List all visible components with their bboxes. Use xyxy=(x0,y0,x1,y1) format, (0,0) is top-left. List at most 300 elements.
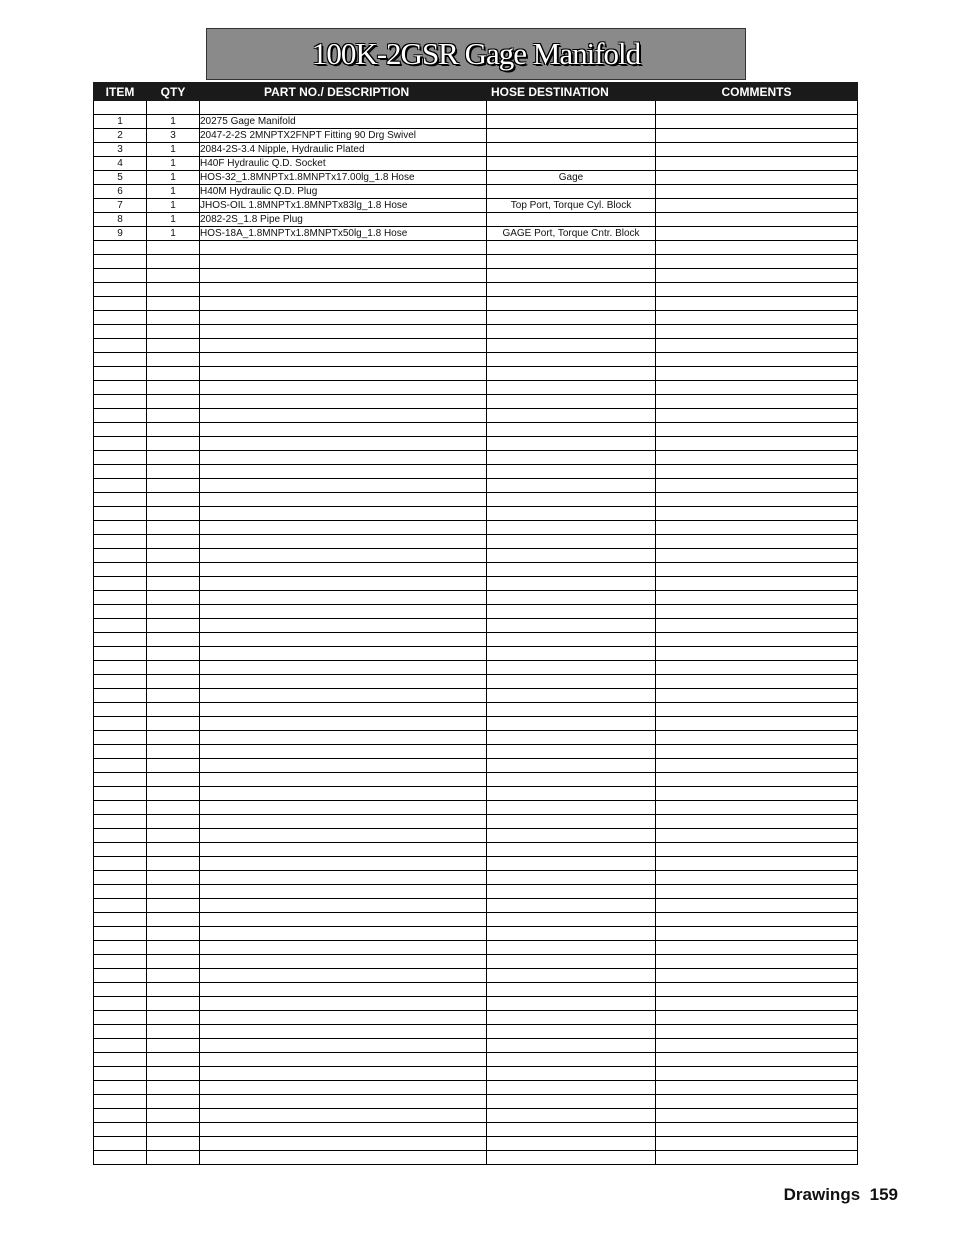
table-cell xyxy=(656,885,858,899)
table-cell xyxy=(94,745,147,759)
table-cell xyxy=(200,619,487,633)
table-cell xyxy=(656,395,858,409)
table-cell xyxy=(94,843,147,857)
table-cell xyxy=(94,1039,147,1053)
table-cell xyxy=(94,1137,147,1151)
table-cell xyxy=(487,1039,656,1053)
table-row-empty xyxy=(94,241,858,255)
table-cell xyxy=(487,843,656,857)
page-footer xyxy=(784,1185,898,1205)
table-cell xyxy=(147,1067,200,1081)
table-row-empty xyxy=(94,1095,858,1109)
table-cell xyxy=(147,871,200,885)
table-cell xyxy=(200,367,487,381)
table-row-empty xyxy=(94,605,858,619)
table-cell xyxy=(487,983,656,997)
table-cell xyxy=(94,1123,147,1137)
table-cell xyxy=(94,563,147,577)
table-cell xyxy=(487,1011,656,1025)
table-cell xyxy=(487,255,656,269)
table-row-empty xyxy=(94,577,858,591)
table-cell xyxy=(656,717,858,731)
table-cell xyxy=(147,703,200,717)
table-cell xyxy=(147,1109,200,1123)
table-cell-desc: 2047-2-2S 2MNPTX2FNPT Fitting 90 Drg Swivel xyxy=(200,129,487,143)
table-cell xyxy=(200,689,487,703)
table-cell-dest xyxy=(487,213,656,227)
table-cell-comments xyxy=(656,185,858,199)
table-cell xyxy=(94,1081,147,1095)
table-cell xyxy=(94,479,147,493)
table-cell xyxy=(200,1025,487,1039)
table-cell xyxy=(147,451,200,465)
table-cell xyxy=(94,731,147,745)
table-cell-dest: GAGE Port, Torque Cntr. Block xyxy=(487,227,656,241)
table-row-empty xyxy=(94,423,858,437)
table-cell xyxy=(147,731,200,745)
table-row-empty xyxy=(94,381,858,395)
table-cell xyxy=(200,1067,487,1081)
table-cell xyxy=(200,549,487,563)
table-cell xyxy=(94,297,147,311)
table-row-empty xyxy=(94,269,858,283)
table-cell xyxy=(656,283,858,297)
table-cell xyxy=(656,479,858,493)
table-cell xyxy=(656,661,858,675)
table-cell xyxy=(94,689,147,703)
table-cell-dest xyxy=(487,185,656,199)
table-row-empty xyxy=(94,507,858,521)
table-cell-item: 2 xyxy=(94,129,147,143)
table-cell-item: 1 xyxy=(94,115,147,129)
table-cell xyxy=(147,1123,200,1137)
table-row-empty xyxy=(94,283,858,297)
table-cell xyxy=(94,801,147,815)
table-cell xyxy=(487,1151,656,1165)
table-cell xyxy=(487,745,656,759)
table-cell-item: 6 xyxy=(94,185,147,199)
table-cell xyxy=(200,451,487,465)
table-row-empty xyxy=(94,297,858,311)
table-cell xyxy=(656,675,858,689)
table-cell xyxy=(147,269,200,283)
table-cell xyxy=(147,787,200,801)
table-cell xyxy=(94,311,147,325)
table-cell xyxy=(656,969,858,983)
table-cell xyxy=(487,353,656,367)
table-cell xyxy=(656,1053,858,1067)
table-cell-desc: HOS-32_1.8MNPTx1.8MNPTx17.00lg_1.8 Hose xyxy=(200,171,487,185)
table-cell xyxy=(656,1109,858,1123)
table-cell xyxy=(147,339,200,353)
table-row-empty xyxy=(94,591,858,605)
table-cell xyxy=(147,325,200,339)
table-row xyxy=(94,171,858,185)
table-cell xyxy=(94,1151,147,1165)
table-cell xyxy=(656,1011,858,1025)
table-cell xyxy=(200,437,487,451)
table-cell xyxy=(487,801,656,815)
table-cell-qty: 1 xyxy=(147,227,200,241)
table-cell xyxy=(656,703,858,717)
table-cell xyxy=(147,283,200,297)
table-row-empty xyxy=(94,857,858,871)
table-cell-qty: 1 xyxy=(147,213,200,227)
table-cell xyxy=(94,717,147,731)
table-cell xyxy=(200,1053,487,1067)
table-row-empty xyxy=(94,1137,858,1151)
table-cell-dest: Top Port, Torque Cyl. Block xyxy=(487,199,656,213)
table-cell xyxy=(94,1011,147,1025)
table-cell xyxy=(147,955,200,969)
table-cell xyxy=(147,633,200,647)
table-cell xyxy=(200,605,487,619)
table-row-empty xyxy=(94,717,858,731)
table-row-empty xyxy=(94,325,858,339)
table-cell xyxy=(487,647,656,661)
table-cell-item: 4 xyxy=(94,157,147,171)
table-cell xyxy=(487,703,656,717)
table-cell xyxy=(200,885,487,899)
table-cell xyxy=(656,857,858,871)
table-cell xyxy=(200,101,487,115)
table-cell xyxy=(487,899,656,913)
table-cell xyxy=(656,787,858,801)
table-cell xyxy=(200,1011,487,1025)
table-row-empty xyxy=(94,1067,858,1081)
table-cell xyxy=(94,451,147,465)
table-cell xyxy=(94,381,147,395)
table-cell xyxy=(147,563,200,577)
table-row-empty xyxy=(94,479,858,493)
table-row-empty xyxy=(94,367,858,381)
table-cell xyxy=(147,367,200,381)
table-row-empty xyxy=(94,787,858,801)
table-row xyxy=(94,227,858,241)
table-cell xyxy=(94,353,147,367)
table-cell xyxy=(200,1039,487,1053)
table-cell xyxy=(200,717,487,731)
table-row-empty xyxy=(94,451,858,465)
table-cell xyxy=(487,1081,656,1095)
table-cell xyxy=(656,983,858,997)
table-cell xyxy=(94,633,147,647)
table-cell-item: 7 xyxy=(94,199,147,213)
table-cell xyxy=(487,829,656,843)
table-cell xyxy=(487,1095,656,1109)
table-cell xyxy=(487,717,656,731)
table-cell xyxy=(200,297,487,311)
table-cell-dest xyxy=(487,115,656,129)
table-cell-dest: Gage xyxy=(487,171,656,185)
table-cell xyxy=(487,1067,656,1081)
table-cell xyxy=(487,451,656,465)
table-row-empty xyxy=(94,633,858,647)
table-cell xyxy=(656,437,858,451)
table-cell xyxy=(147,1137,200,1151)
table-cell xyxy=(94,409,147,423)
table-row xyxy=(94,213,858,227)
table-cell xyxy=(487,759,656,773)
table-cell xyxy=(200,1151,487,1165)
column-header-comments: COMMENTS xyxy=(656,83,858,101)
table-cell xyxy=(487,283,656,297)
column-header-description: PART NO./ DESCRIPTION xyxy=(200,83,487,101)
table-cell xyxy=(200,815,487,829)
table-row-empty xyxy=(94,535,858,549)
table-cell xyxy=(94,675,147,689)
table-cell xyxy=(200,535,487,549)
table-cell xyxy=(200,423,487,437)
table-cell xyxy=(656,1025,858,1039)
table-cell xyxy=(656,423,858,437)
table-cell xyxy=(487,927,656,941)
table-header-row xyxy=(94,83,858,101)
table-cell xyxy=(147,1025,200,1039)
table-row-empty xyxy=(94,563,858,577)
table-cell xyxy=(656,745,858,759)
table-row-empty xyxy=(94,1123,858,1137)
table-row xyxy=(94,129,858,143)
table-cell xyxy=(487,507,656,521)
table-cell xyxy=(656,829,858,843)
table-cell xyxy=(200,633,487,647)
table-cell xyxy=(147,941,200,955)
table-cell xyxy=(147,773,200,787)
table-cell xyxy=(200,1109,487,1123)
table-cell xyxy=(147,885,200,899)
table-cell-dest xyxy=(487,143,656,157)
table-cell xyxy=(656,759,858,773)
table-cell xyxy=(200,395,487,409)
table-cell xyxy=(147,983,200,997)
table-cell xyxy=(147,927,200,941)
table-cell xyxy=(487,297,656,311)
table-cell xyxy=(147,843,200,857)
table-cell xyxy=(147,717,200,731)
table-row-empty xyxy=(94,339,858,353)
table-cell xyxy=(147,493,200,507)
table-cell xyxy=(94,885,147,899)
table-cell xyxy=(487,1053,656,1067)
column-header-qty: QTY xyxy=(147,83,200,101)
table-row-empty xyxy=(94,409,858,423)
table-cell xyxy=(147,829,200,843)
table-cell xyxy=(200,745,487,759)
table-cell xyxy=(487,689,656,703)
table-row-empty xyxy=(94,969,858,983)
table-cell xyxy=(656,535,858,549)
table-row xyxy=(94,143,858,157)
table-row-empty xyxy=(94,927,858,941)
table-cell xyxy=(200,591,487,605)
table-cell xyxy=(94,829,147,843)
table-cell xyxy=(656,647,858,661)
table-cell xyxy=(147,815,200,829)
table-cell xyxy=(487,367,656,381)
table-cell xyxy=(94,997,147,1011)
table-cell xyxy=(200,479,487,493)
table-row-empty xyxy=(94,1025,858,1039)
table-cell xyxy=(487,885,656,899)
table-cell xyxy=(487,731,656,745)
table-cell xyxy=(147,675,200,689)
table-cell xyxy=(656,311,858,325)
table-cell xyxy=(200,997,487,1011)
table-cell xyxy=(147,521,200,535)
table-cell xyxy=(487,871,656,885)
table-cell-dest xyxy=(487,129,656,143)
table-cell xyxy=(147,759,200,773)
table-row-empty xyxy=(94,255,858,269)
table-cell xyxy=(656,801,858,815)
table-cell xyxy=(487,381,656,395)
table-cell xyxy=(94,969,147,983)
table-row-empty xyxy=(94,1011,858,1025)
table-cell xyxy=(147,1053,200,1067)
table-row-empty xyxy=(94,829,858,843)
table-cell xyxy=(147,591,200,605)
table-row-empty xyxy=(94,311,858,325)
table-cell xyxy=(656,269,858,283)
table-cell xyxy=(656,451,858,465)
table-cell xyxy=(487,423,656,437)
table-cell xyxy=(487,815,656,829)
table-row-empty xyxy=(94,647,858,661)
table-cell xyxy=(487,1137,656,1151)
table-row-empty xyxy=(94,437,858,451)
table-cell xyxy=(94,549,147,563)
table-cell xyxy=(656,241,858,255)
table-cell xyxy=(487,549,656,563)
table-cell xyxy=(94,927,147,941)
table-cell xyxy=(487,479,656,493)
table-cell xyxy=(656,1067,858,1081)
table-row-empty xyxy=(94,689,858,703)
table-cell xyxy=(200,563,487,577)
table-cell xyxy=(487,913,656,927)
table-row xyxy=(94,115,858,129)
table-row-empty xyxy=(94,493,858,507)
table-cell-comments xyxy=(656,115,858,129)
table-cell xyxy=(487,675,656,689)
table-row-empty xyxy=(94,731,858,745)
table-cell xyxy=(200,339,487,353)
table-cell xyxy=(147,437,200,451)
table-cell xyxy=(200,927,487,941)
table-cell xyxy=(94,941,147,955)
table-cell xyxy=(487,241,656,255)
table-cell xyxy=(200,787,487,801)
table-row-empty xyxy=(94,661,858,675)
table-cell xyxy=(487,325,656,339)
table-cell xyxy=(656,1137,858,1151)
table-cell xyxy=(487,339,656,353)
table-cell xyxy=(147,969,200,983)
table-cell xyxy=(200,325,487,339)
table-row-empty xyxy=(94,675,858,689)
table-cell-qty: 1 xyxy=(147,185,200,199)
table-cell xyxy=(200,255,487,269)
table-cell xyxy=(94,619,147,633)
table-cell xyxy=(94,983,147,997)
table-cell xyxy=(200,353,487,367)
page-title: 100K-2GSR Gage Manifold xyxy=(311,36,641,71)
table-cell xyxy=(94,955,147,969)
table-cell xyxy=(94,325,147,339)
table-cell xyxy=(200,955,487,969)
table-cell xyxy=(147,535,200,549)
footer-section: Drawings xyxy=(783,1185,861,1204)
table-cell xyxy=(487,563,656,577)
table-row-empty xyxy=(94,871,858,885)
table-cell xyxy=(487,269,656,283)
table-row-empty xyxy=(94,843,858,857)
table-cell xyxy=(94,535,147,549)
table-cell xyxy=(656,339,858,353)
table-cell xyxy=(147,605,200,619)
table-cell-qty: 3 xyxy=(147,129,200,143)
table-cell xyxy=(656,927,858,941)
table-cell xyxy=(147,801,200,815)
table-row-empty xyxy=(94,997,858,1011)
table-cell xyxy=(200,969,487,983)
table-cell xyxy=(200,1081,487,1095)
table-row-empty xyxy=(94,759,858,773)
table-cell xyxy=(656,409,858,423)
table-cell xyxy=(200,507,487,521)
table-row-empty xyxy=(94,1151,858,1165)
table-cell xyxy=(200,1095,487,1109)
table-cell xyxy=(656,605,858,619)
table-cell xyxy=(94,255,147,269)
table-cell xyxy=(94,703,147,717)
table-cell xyxy=(147,255,200,269)
table-cell xyxy=(487,535,656,549)
table-cell xyxy=(94,521,147,535)
table-cell xyxy=(200,731,487,745)
table-cell xyxy=(200,703,487,717)
table-cell xyxy=(656,255,858,269)
table-cell xyxy=(94,857,147,871)
table-cell-item: 5 xyxy=(94,171,147,185)
table-cell xyxy=(147,913,200,927)
table-row-empty xyxy=(94,815,858,829)
table-cell xyxy=(94,493,147,507)
table-row xyxy=(94,199,858,213)
table-cell xyxy=(94,1095,147,1109)
table-row-empty xyxy=(94,1109,858,1123)
table-cell xyxy=(487,661,656,675)
table-row-empty xyxy=(94,801,858,815)
table-cell xyxy=(94,647,147,661)
table-cell xyxy=(94,899,147,913)
table-cell xyxy=(656,367,858,381)
table-cell xyxy=(94,507,147,521)
table-cell xyxy=(200,801,487,815)
table-cell xyxy=(147,381,200,395)
parts-table-body xyxy=(94,101,858,1165)
table-cell xyxy=(147,241,200,255)
footer-page-number: 159 xyxy=(869,1185,898,1204)
table-cell-comments xyxy=(656,171,858,185)
table-cell-desc: H40F Hydraulic Q.D. Socket xyxy=(200,157,487,171)
table-cell xyxy=(200,773,487,787)
table-cell-qty: 1 xyxy=(147,171,200,185)
table-cell xyxy=(487,787,656,801)
table-cell xyxy=(487,395,656,409)
table-cell xyxy=(200,843,487,857)
